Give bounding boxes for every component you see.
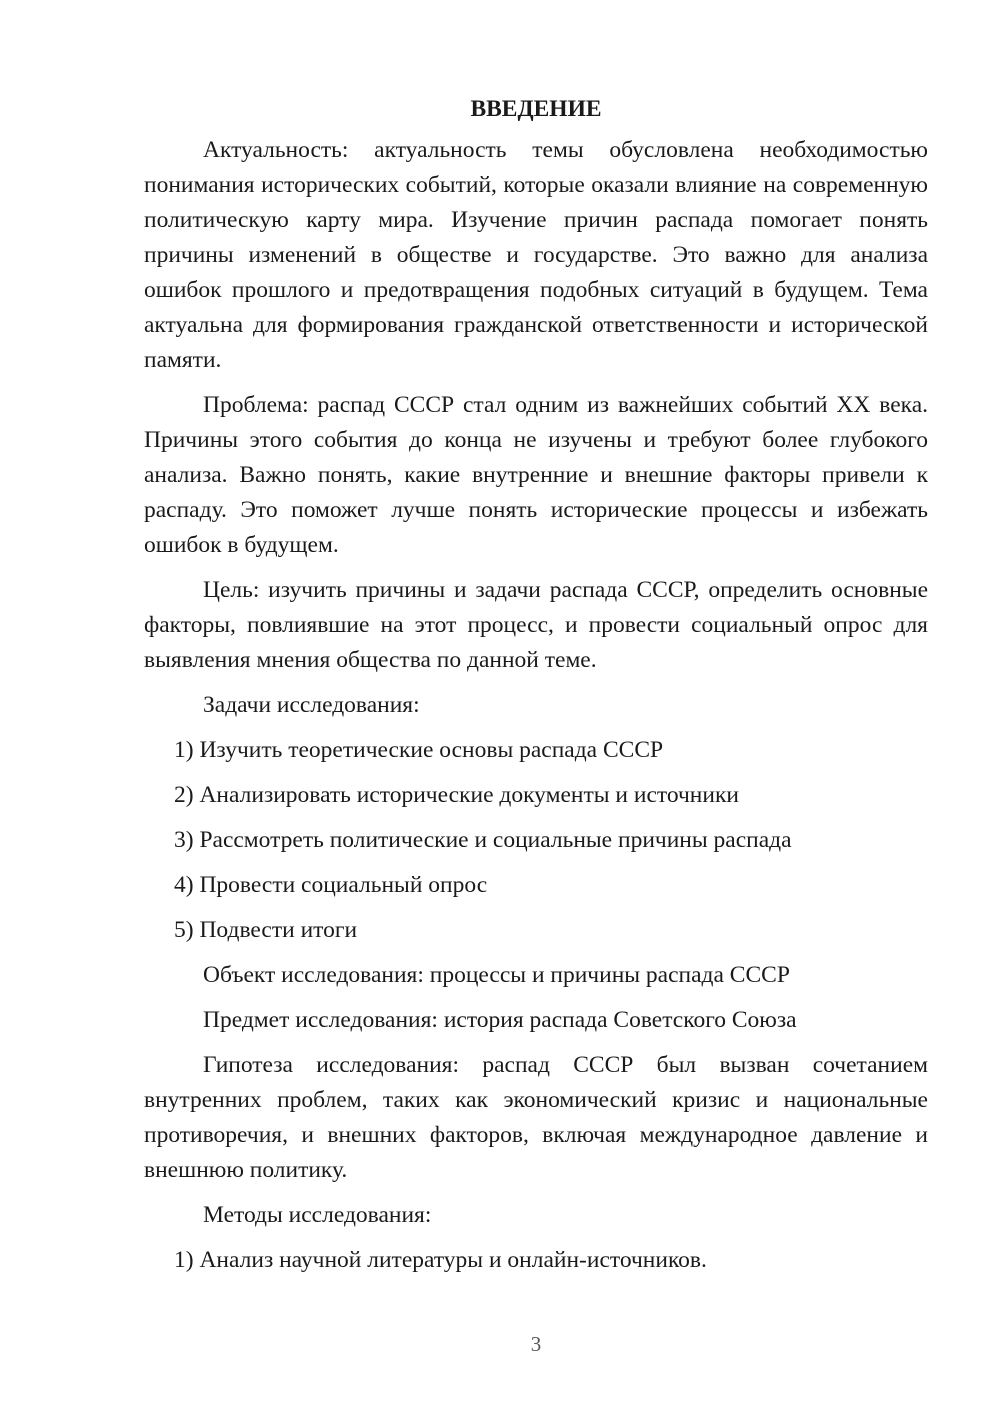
task-item: 3) Рассмотреть политические и социальные причины распада — [174, 827, 792, 853]
goal-paragraph: Цель: изучить причины и задачи распада СССР, определить основные факторы, повлиявшие на этот процесс, и провести социальный опрос для выявления мнения общества по данной теме. — [144, 577, 928, 673]
tasks-list — [144, 733, 928, 948]
tasks-heading: Задачи исследования: — [203, 692, 420, 718]
subject-line: Предмет исследования: история распада Советского Союза — [203, 1007, 797, 1033]
problem-paragraph: Проблема: распад СССР стал одним из важнейших событий XX века. Причины этого события до конца не изучены и требуют более глубокого анализа. Важно понять, какие внутренние и внешние факторы привели к распаду. Это поможет лучше понять исторические процессы и избежать ошибок в будущем. — [144, 392, 928, 558]
document-body — [144, 92, 928, 1288]
task-item: 2) Анализировать исторические документы и источники — [174, 782, 739, 808]
section-title: ВВЕДЕНИЕ — [470, 96, 602, 122]
methods-heading: Методы исследования: — [203, 1202, 432, 1228]
object-line: Объект исследования: процессы и причины распада СССР — [203, 962, 790, 988]
methods-list — [144, 1243, 928, 1278]
method-item: 1) Анализ научной литературы и онлайн-источников. — [174, 1247, 707, 1273]
relevance-paragraph: Актуальность: актуальность темы обусловлена необходимостью понимания исторических событий, которые оказали влияние на современную политическую карту мира. Изучение причин распада помогает понять причины изменений в обществе и государстве. Это важно для анализа ошибок прошлого и предотвращения подобных ситуаций в будущем. Тема актуальна для формирования гражданской ответственности и исторической памяти. — [144, 137, 928, 373]
page-number: 3 — [530, 1332, 542, 1356]
hypothesis-paragraph: Гипотеза исследования: распад СССР был вызван сочетанием внутренних проблем, таких как экономический кризис и национальные противоречия, и внешних факторов, включая международное давление и внешнюю политику. — [144, 1052, 928, 1183]
task-item: 5) Подвести итоги — [174, 917, 358, 943]
task-item: 4) Провести социальный опрос — [174, 872, 488, 898]
task-item: 1) Изучить теоретические основы распада СССР — [174, 737, 664, 763]
